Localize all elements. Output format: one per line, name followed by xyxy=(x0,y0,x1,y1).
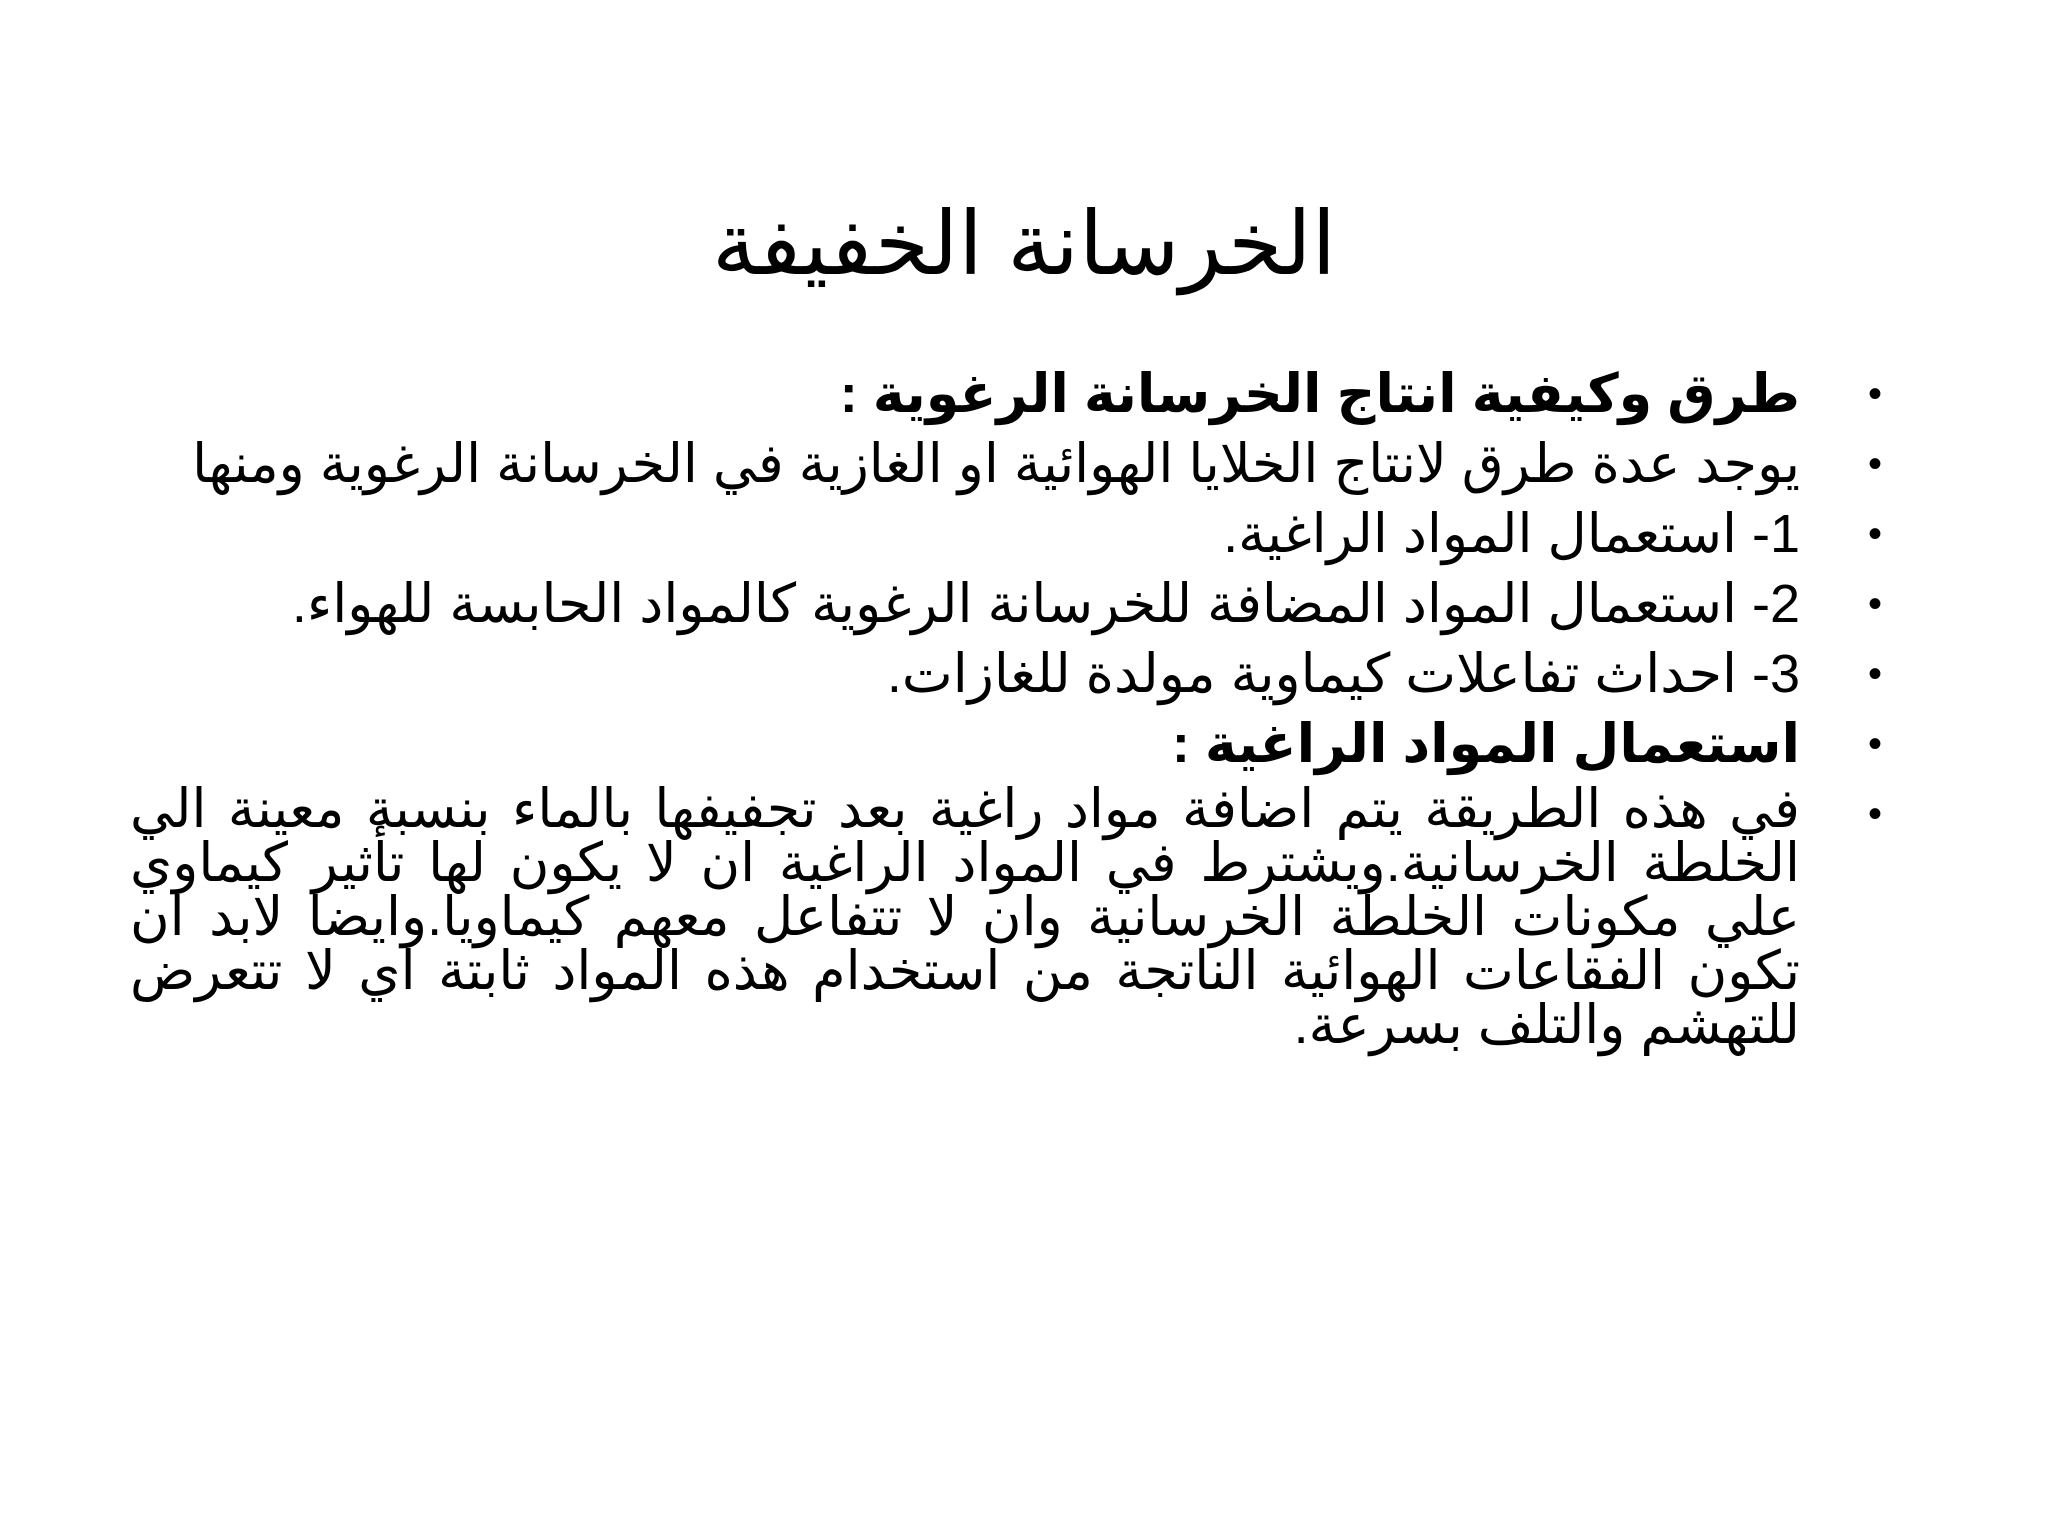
bullet-intro xyxy=(130,432,1930,496)
bullet-text: يوجد عدة طرق لانتاج الخلايا الهوائية او الغازية في الخرسانة الرغوية ومنها xyxy=(192,434,1800,494)
bullet-text: 3- احداث تفاعلات كيماوية مولدة للغازات. xyxy=(886,644,1800,704)
bullet-method-3 xyxy=(130,642,1930,706)
bullet-dot-icon: • xyxy=(1867,372,1882,416)
bullet-dot-icon: • xyxy=(1867,512,1882,556)
bullet-method-1 xyxy=(130,502,1930,566)
bullet-text: طرق وكيفية انتاج الخرسانة الرغوية : xyxy=(839,364,1800,424)
bullet-dot-icon: • xyxy=(1867,652,1882,696)
bullet-list xyxy=(130,362,1930,1058)
bullet-dot-icon: • xyxy=(1867,582,1882,626)
slide-title: الخرسانة الخفيفة xyxy=(711,193,1337,293)
bullet-dot-icon: • xyxy=(1867,792,1882,836)
bullet-paragraph xyxy=(130,779,1930,1055)
bullet-heading-methods xyxy=(130,362,1930,426)
bullet-text: في هذه الطريقة يتم اضافة مواد راغية بعد تجفيفها بالماء بنسبة معينة الي الخلطة الخرسانية.ويشترط في المواد الراغية ان لا يكون لها تأثير كيماوي علي مكونات الخلطة الخرسانية وان لا تتفاعل معهم كيماويا.وايضا لابد ان تكون الفقاعات الهوائية الناتجة من استخدام هذه المواد ثابتة اي لا تتعرض للتهشم والتلف بسرعة. xyxy=(130,779,1800,1055)
bullet-text: 1- استعمال المواد الراغية. xyxy=(1223,504,1800,564)
bullet-heading-foaming xyxy=(130,712,1930,776)
bullet-text: استعمال المواد الراغية : xyxy=(1171,714,1800,774)
bullet-text: 2- استعمال المواد المضافة للخرسانة الرغوية كالمواد الحابسة للهواء. xyxy=(291,574,1800,634)
bullet-dot-icon: • xyxy=(1867,722,1882,766)
bullet-dot-icon: • xyxy=(1867,442,1882,486)
bullet-method-2 xyxy=(130,572,1930,636)
